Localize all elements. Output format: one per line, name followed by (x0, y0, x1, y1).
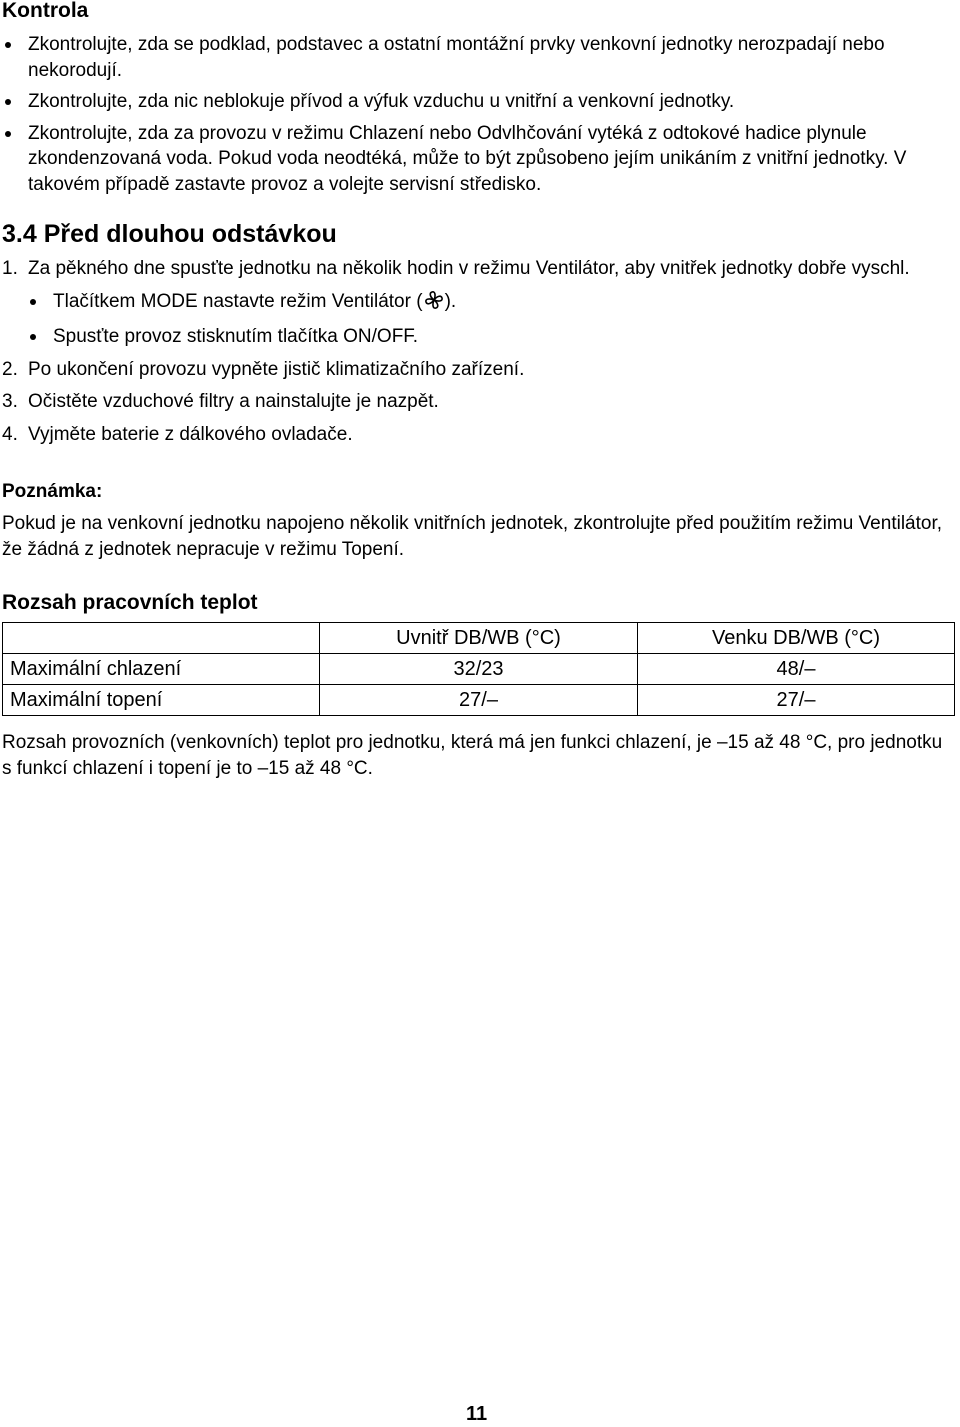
sub-item-onoff: Spusťte provoz stisknutím tlačítka ON/OFF. (0, 324, 960, 350)
step-2 (0, 357, 960, 383)
step-number: 1. (2, 258, 18, 279)
step-number: 3. (2, 391, 18, 412)
kontrola-list (0, 32, 960, 203)
table-cell: 48/– (638, 654, 955, 685)
table-cell: Maximální topení (3, 685, 320, 716)
step-text: Očistěte vzduchové filtry a nainstalujte je nazpět. (28, 391, 439, 412)
fan-icon (424, 290, 444, 318)
table-cell: Maximální chlazení (3, 654, 320, 685)
sub-item-text: ). (444, 290, 457, 312)
list-item: Zkontrolujte, zda za provozu v režimu Chlazení nebo Odvlhčování vytéká z odtokové hadice plynule zkondenzovaná voda. Pokud voda neodtéká, může to být způsobeno jejím unikáním z vnitřní jednotky. V takovém případě zastavte provoz a volejte servisní středisko. (0, 121, 948, 198)
step-text: Za pěkného dne spusťte jednotku na několik hodin v režimu Ventilátor, aby vnitřek jednotky dobře vyschl. (28, 258, 910, 279)
list-item: Zkontrolujte, zda nic neblokuje přívod a výfuk vzduchu u vnitřní a venkovní jednotky. (0, 89, 948, 115)
step-4 (0, 422, 960, 448)
step-number: 4. (2, 423, 18, 445)
step-1 (0, 256, 960, 282)
sub-item-text: Tlačítkem MODE nastavte režim Ventilátor ( (53, 290, 423, 312)
sub-item-mode (0, 289, 960, 318)
table-header-cell: Uvnitř DB/WB (°C) (320, 623, 638, 654)
step-number: 2. (2, 358, 18, 380)
step-3 (0, 389, 960, 415)
section-heading: 3.4 Před dlouhou odstávkou (2, 220, 337, 248)
note-text: Pokud je na venkovní jednotku napojeno několik vnitřních jednotek, zkontrolujte před použitím režimu Ventilátor, že žádná z jednotek nepracuje v režimu Topení. (2, 513, 943, 560)
table-row (3, 685, 955, 716)
table-cell: 27/– (638, 685, 955, 716)
table-header-cell (3, 623, 320, 654)
kontrola-heading: Kontrola (2, 0, 89, 22)
note-heading: Poznámka: (2, 481, 103, 502)
steps-list (0, 256, 960, 447)
table-cell: 32/23 (320, 654, 638, 685)
table-row (3, 654, 955, 685)
temperature-table (2, 622, 955, 716)
step-text: Vyjměte baterie z dálkového ovladače. (28, 423, 353, 445)
page-number: 11 (466, 1403, 488, 1425)
table-header-cell: Venku DB/WB (°C) (638, 623, 955, 654)
table-cell: 27/– (320, 685, 638, 716)
range-text: Rozsah provozních (venkovních) teplot pro jednotku, která má jen funkci chlazení, je –15 až 48 °C, pro jednotku s funkcí chlazení i topení je to –15 až 48 °C. (2, 732, 943, 779)
list-item: Zkontrolujte, zda se podklad, podstavec a ostatní montážní prvky venkovní jednotky nerozpadají nebo nekorodují. (0, 32, 948, 83)
table-heading: Rozsah pracovních teplot (2, 591, 258, 614)
table-header-row (3, 623, 955, 654)
step-text: Po ukončení provozu vypněte jistič klimatizačního zařízení. (28, 358, 525, 380)
